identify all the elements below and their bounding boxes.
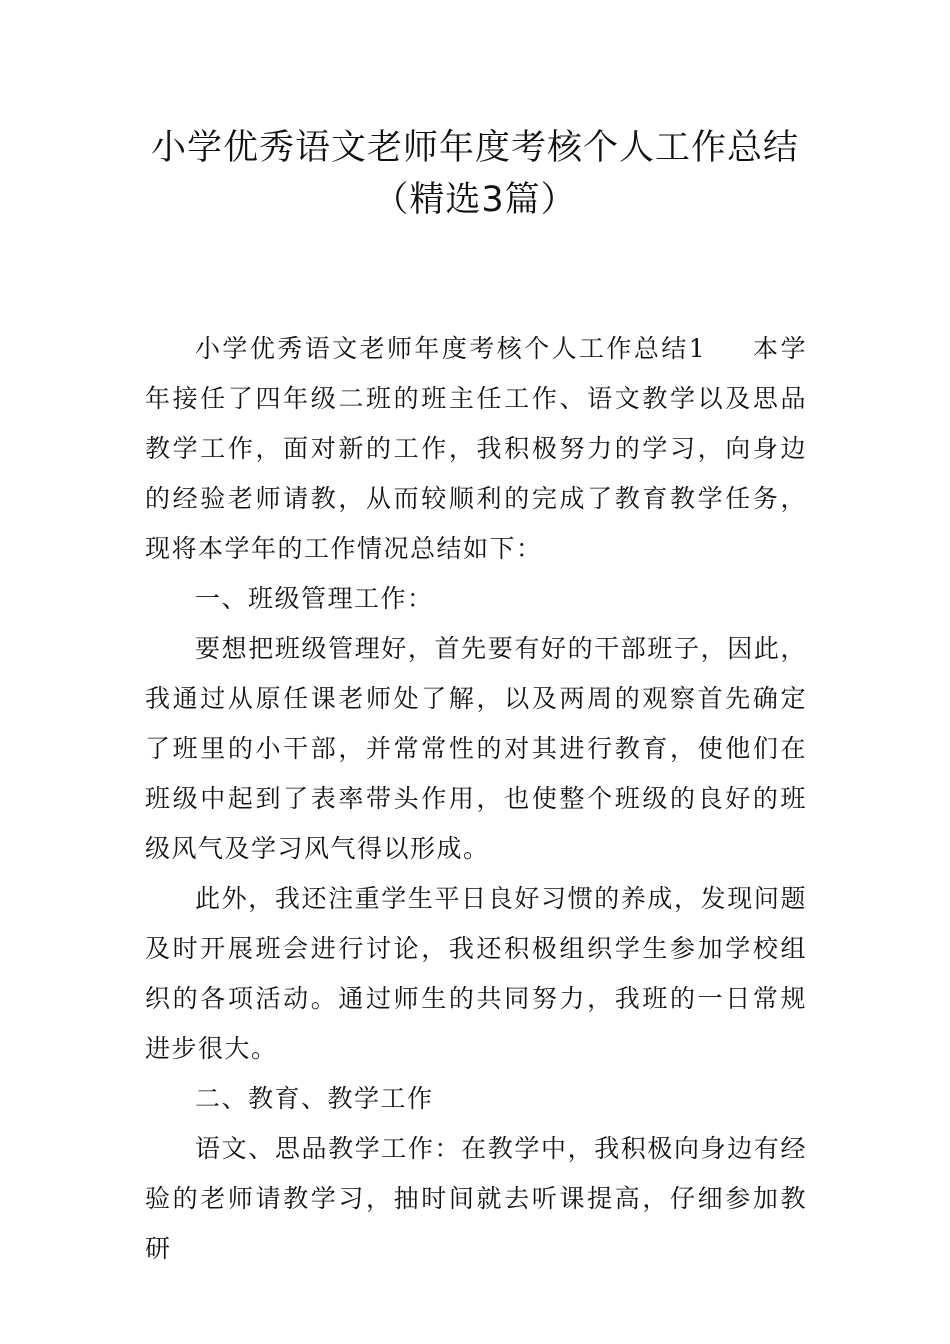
section-heading-teaching: 二、教育、教学工作 bbox=[195, 1084, 434, 1113]
intro-heading: 小学优秀语文老师年度考核个人工作总结1 bbox=[195, 334, 707, 363]
body-paragraph: 语文、思品教学工作：在教学中，我积极向身边有经验的老师请教学习，抽时间就去听课提高，仔细参加教研 bbox=[145, 1134, 807, 1263]
section-heading-class-management: 一、班级管理工作： bbox=[195, 584, 434, 613]
document-body bbox=[145, 324, 807, 1274]
body-paragraph: 要想把班级管理好，首先要有好的干部班子，因此，我通过从原任课老师处了解，以及两周的观察首先确定了班里的小干部，并常常性的对其进行教育，使他们在班级中起到了表率带头作用，也使整个班级的良好的班级风气及学习风气得以形成。 bbox=[145, 634, 807, 863]
document-subtitle: （精选3篇） bbox=[373, 180, 577, 220]
document-title: 小学优秀语文老师年度考核个人工作总结 bbox=[150, 128, 799, 168]
body-paragraph: 此外，我还注重学生平日良好习惯的养成，发现问题及时开展班会进行讨论，我还积极组织学生参加学校组织的各项活动。通过师生的共同努力，我班的一日常规进步很大。 bbox=[145, 884, 807, 1063]
intro-text: 本学年接任了四年级二班的班主任工作、语文教学以及思品教学工作，面对新的工作，我积极努力的学习，向身边的经验老师请教，从而较顺利的完成了教育教学任务，现将本学年的工作情况总结如下： bbox=[145, 334, 807, 563]
intro-paragraph bbox=[145, 324, 807, 574]
